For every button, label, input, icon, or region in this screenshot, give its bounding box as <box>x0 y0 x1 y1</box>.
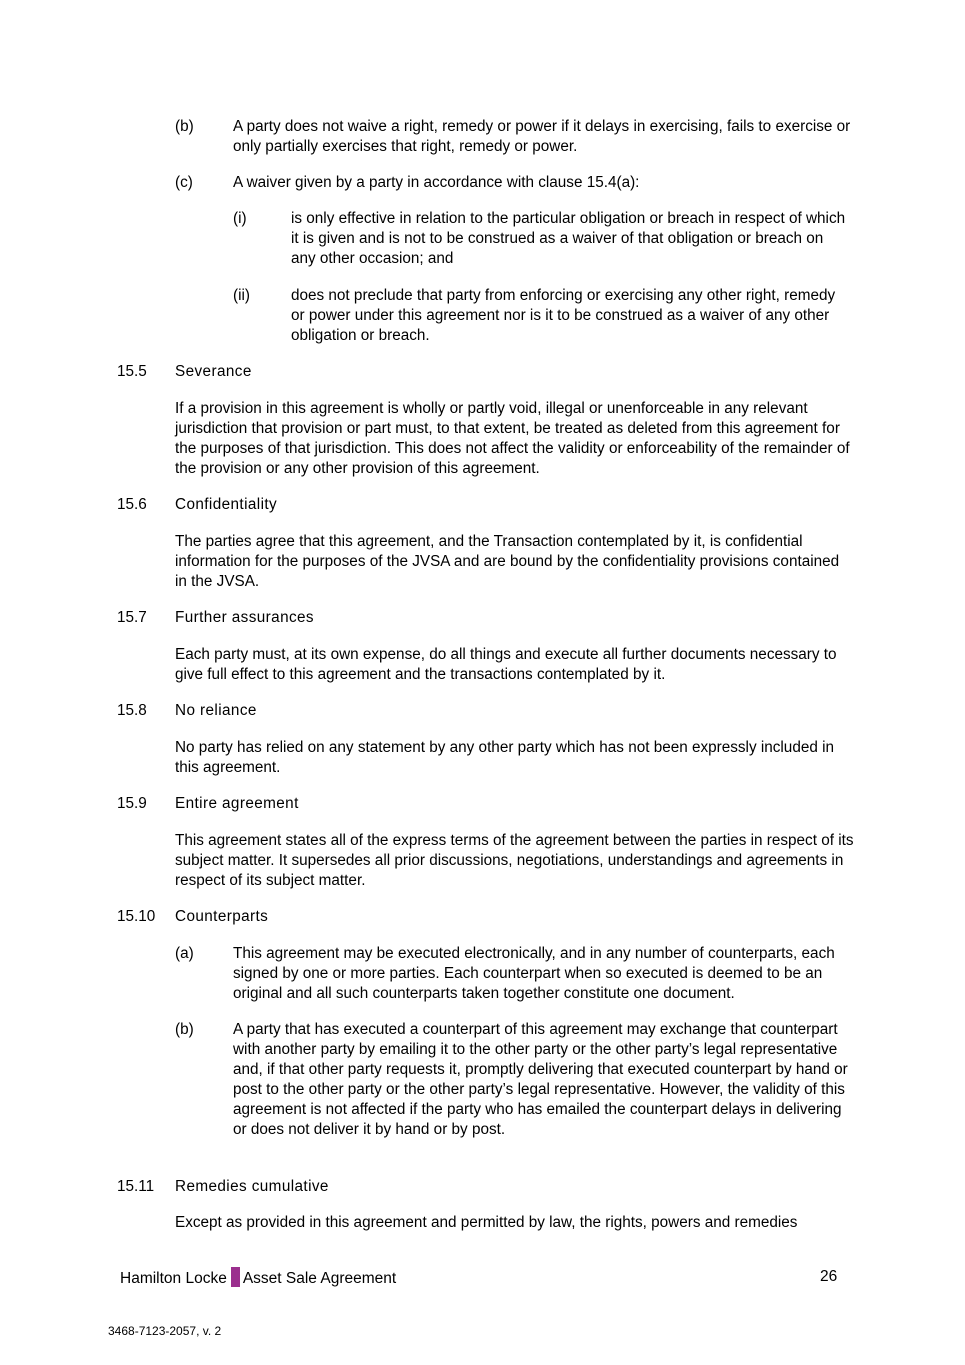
document-id: 3468-7123-2057, v. 2 <box>108 1324 222 1338</box>
severance-text: If a provision in this agreement is wholly or partly void, illegal or unenforceable in any relevant jurisdiction that provision or part must, to that extent, be treated as deleted from this agreement for the purposes of that jurisdiction. This does not affect the validity or enforceability of the remainder of the provision or any other provision of this agreement. <box>175 400 850 477</box>
further-assurances-text: Each party must, at its own expense, do all things and execute all further documents necessary to give full effect to this agreement and the transactions contemplated by it. <box>175 646 837 683</box>
section-number: 15.10 <box>117 908 156 925</box>
counterparts-a-text: This agreement may be executed electronically, and in any number of counterparts, each signed by one or more parties. Each counterpart when so executed is deemed to be an original and all such counterparts taken together constitute one document. <box>233 945 835 1002</box>
section-heading-no-reliance: No reliance <box>175 702 257 719</box>
section-heading-counterparts: Counterparts <box>175 908 269 925</box>
clause-15-4-c-ii-text: does not preclude that party from enforcing or exercising any other right, remedy or power under this agreement nor is it to be construed as a waiver of any other obligation or breach. <box>291 287 836 344</box>
footer-accent-bar <box>231 1267 240 1287</box>
section-number: 15.8 <box>117 702 147 719</box>
footer-left <box>120 1267 396 1289</box>
page-number: 26 <box>820 1268 838 1285</box>
remedies-cumulative-text: Except as provided in this agreement and permitted by law, the rights, powers and remedies <box>175 1214 798 1231</box>
para-label: (b) <box>175 1021 194 1038</box>
clause-15-4-b-text: A party does not waive a right, remedy or power if it delays in exercising, fails to exercise or only partially exercises that right, remedy or power. <box>233 118 851 155</box>
confidentiality-text: The parties agree that this agreement, and the Transaction contemplated by it, is confidential information for the purposes of the JVSA and are bound by the confidentiality provisions contained in the JVSA. <box>175 533 840 590</box>
subpara-label: (ii) <box>233 287 250 304</box>
section-heading-remedies-cumulative: Remedies cumulative <box>175 1178 329 1195</box>
section-heading-further-assurances: Further assurances <box>175 609 314 626</box>
para-label: (b) <box>175 118 194 135</box>
section-number: 15.9 <box>117 795 147 812</box>
footer-firm: Hamilton Locke <box>120 1270 227 1287</box>
section-number: 15.6 <box>117 496 147 513</box>
section-heading-entire-agreement: Entire agreement <box>175 795 299 812</box>
clause-15-4-c-i-text: is only effective in relation to the particular obligation or breach in respect of which it is given and is not to be construed as a waiver of that obligation or breach on any other occasion; and <box>291 210 846 267</box>
section-number: 15.11 <box>117 1178 155 1195</box>
counterparts-b-text: A party that has executed a counterpart of this agreement may exchange that counterpart with another party by emailing it to the other party or the other party’s legal representative and, if that other party requests it, promptly delivering that executed counterpart by hand or post to the other party or the other party’s legal representative. However, the validity of this agreement is not affected if the party who has emailed the counterpart delays in delivering or does not deliver it by hand or by post. <box>233 1021 848 1138</box>
section-number: 15.7 <box>117 609 147 626</box>
section-heading-confidentiality: Confidentiality <box>175 496 278 513</box>
no-reliance-text: No party has relied on any statement by any other party which has not been expressly included in this agreement. <box>175 739 834 776</box>
subpara-label: (i) <box>233 210 247 227</box>
footer-doc-title: Asset Sale Agreement <box>242 1270 397 1287</box>
clause-15-4-c-text: A waiver given by a party in accordance with clause 15.4(a): <box>233 174 640 191</box>
section-number: 15.5 <box>117 363 147 380</box>
para-label: (c) <box>175 174 193 191</box>
entire-agreement-text: This agreement states all of the express terms of the agreement between the parties in respect of its subject matter. It supersedes all prior discussions, negotiations, understandings and agreements in respect of its subject matter. <box>175 832 854 889</box>
para-label: (a) <box>175 945 194 962</box>
section-heading-severance: Severance <box>175 363 252 380</box>
